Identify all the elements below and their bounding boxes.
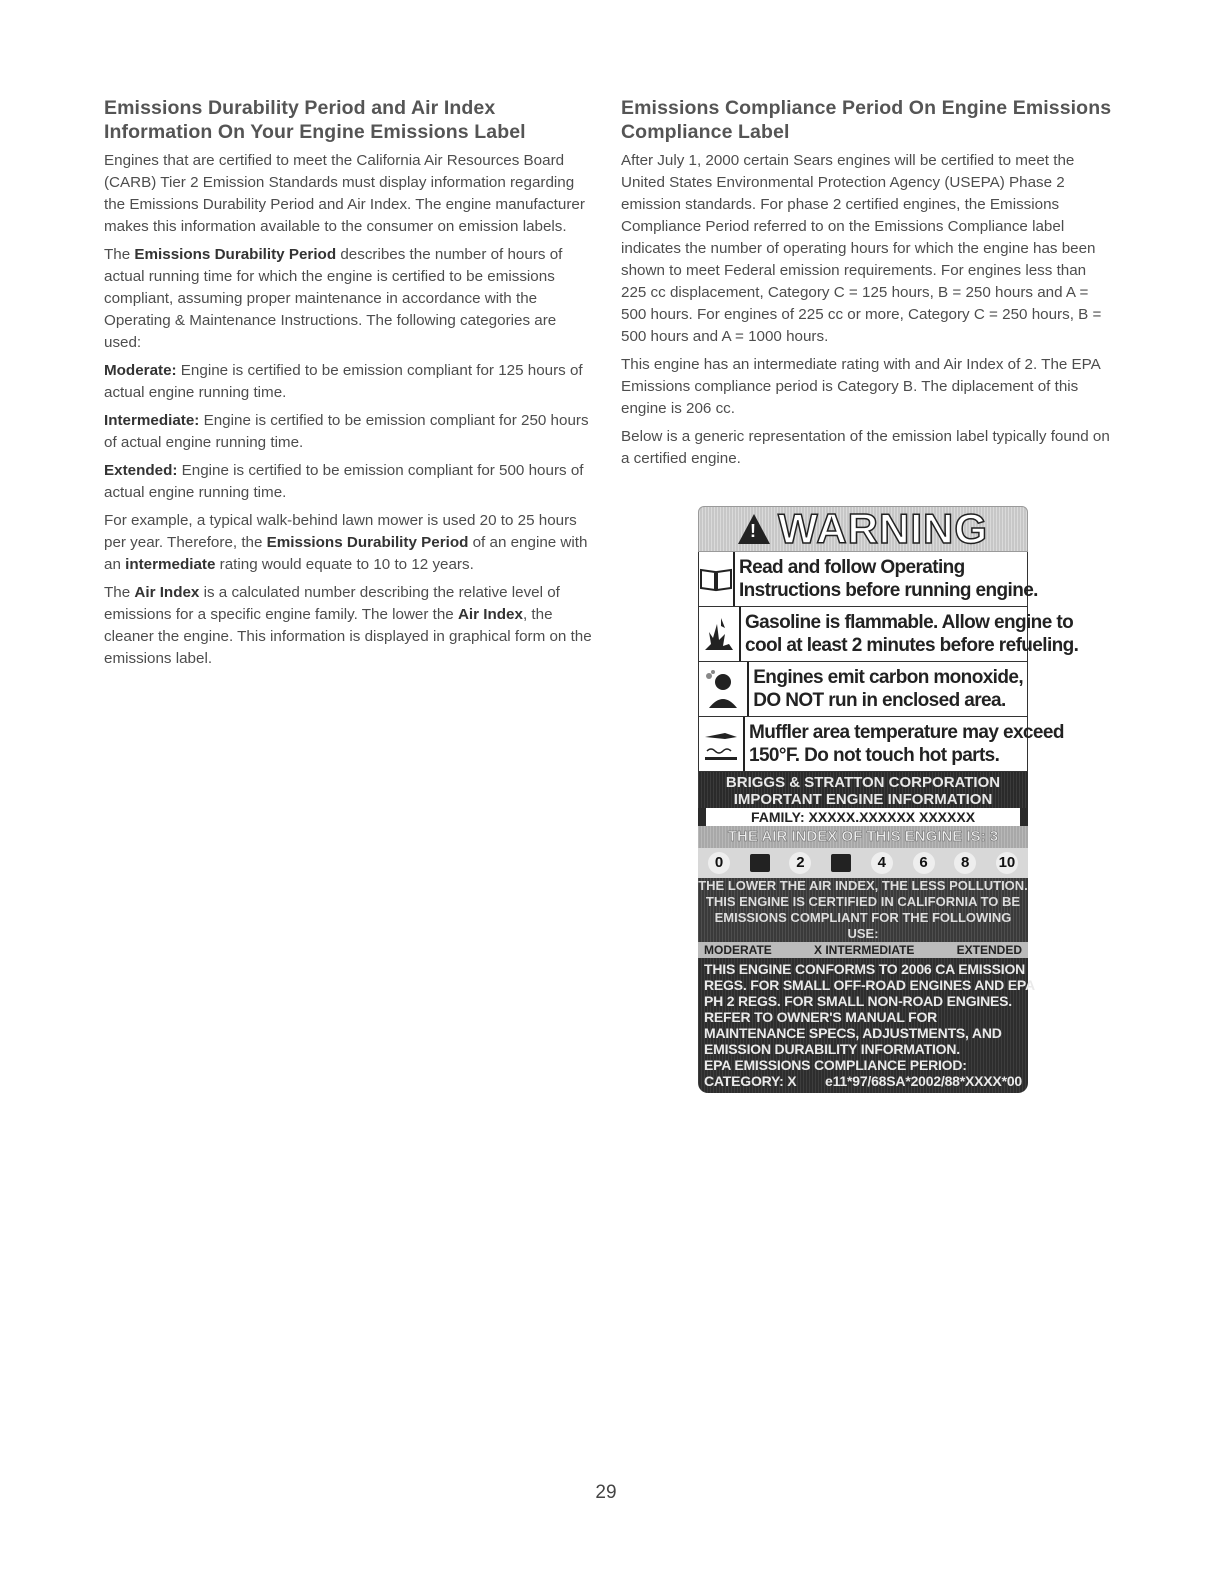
hazard-row-manual — [698, 552, 1038, 607]
extended-term: Extended: — [104, 462, 178, 479]
air-index-paragraph: The Air Index is a calculated number describing the relative level of emissions for a specific engine family. The lower the Air Index, the cleaner the engine. This information is displayed in graphical form on the emissions label. — [104, 584, 592, 667]
label-intro-paragraph: Below is a generic representation of the emission label typically found on a certified engine. — [621, 428, 1110, 467]
emission-label — [698, 505, 1079, 1089]
moderate-term: Moderate: — [104, 362, 177, 379]
warning-word: WARNING — [778, 505, 988, 552]
important-info-heading: IMPORTANT ENGINE INFORMATION — [698, 791, 1028, 808]
durability-period-paragraph: The Emissions Durability Period describes the number of hours of actual running time for which the engine is certified to be emissions compliant, assuming proper maintenance in accordance with the Operating & Maintenance Instructions. The following categories are used: — [104, 246, 563, 351]
intermediate-term: Intermediate: — [104, 412, 200, 429]
scale-tick: 2 — [789, 852, 811, 874]
certified-note: THIS ENGINE IS CERTIFIED IN CALIFORNIA TO BE — [698, 894, 1028, 910]
carb-intro-paragraph: Engines that are certified to meet the California Air Resources Board (CARB) Tier 2 Emission Standards must display information regarding the Emissions Durability Period and Air Index. The engine manufacturer makes this information available to the consumer on emission labels. — [104, 152, 585, 235]
lower-index-note: THE LOWER THE AIR INDEX, THE LESS POLLUTION. — [698, 878, 1028, 893]
warning-banner — [698, 506, 1028, 552]
page-number: 29 — [595, 1482, 617, 1503]
manual-book-icon — [699, 552, 735, 606]
hazard-line: cool at least 2 minutes before refueling. — [745, 635, 1079, 656]
example-paragraph: For example, a typical walk-behind lawn mower is used 20 to 25 hours per year. Therefore, the Emissions Durability Period of an engine with an intermediate rating would equate to 10 to 12 years. — [104, 512, 588, 573]
left-heading: Emissions Durability Period and Air Index Information On Your Engine Emissions Label — [104, 97, 526, 143]
scale-bar-segment — [750, 854, 770, 872]
hazard-line: Gasoline is flammable. Allow engine to — [745, 612, 1074, 633]
conformance-line: EMISSION DURABILITY INFORMATION. — [704, 1041, 960, 1057]
hazard-line: Engines emit carbon monoxide, — [753, 667, 1023, 688]
engine-rating-paragraph: This engine has an intermediate rating with and Air Index of 2. The EPA Emissions compliance period is Category B. The diplacement of this engine is 206 cc. — [621, 356, 1100, 417]
intermediate-paragraph: Intermediate: Engine is certified to be emission compliant for 250 hours of actual engine running time. — [104, 412, 589, 451]
approval-number: e11*97/68SA*2002/88*XXXX*00 — [825, 1073, 1022, 1089]
air-index-heading: THE AIR INDEX OF THIS ENGINE IS: 3 — [698, 826, 1028, 848]
person-exhaust-icon — [699, 662, 749, 716]
scale-tick: 0 — [708, 852, 730, 874]
scale-tick: 8 — [954, 852, 976, 874]
scale-tick: 6 — [913, 852, 935, 874]
hazard-line: Instructions before running engine. — [739, 580, 1038, 601]
conformance-block — [698, 958, 1035, 1093]
right-column — [621, 96, 1113, 476]
hazard-row-fire — [698, 607, 1079, 662]
use-option: X INTERMEDIATE — [813, 943, 915, 957]
conformance-line: REGS. FOR SMALL OFF-ROAD ENGINES AND EPA — [704, 977, 1035, 993]
hazard-row-carbon-monoxide — [698, 662, 1028, 717]
use-option: MODERATE — [704, 943, 772, 957]
scale-tick: 4 — [871, 852, 893, 874]
conformance-line: PH 2 REGS. FOR SMALL NON-ROAD ENGINES. — [704, 993, 1012, 1009]
hazard-row-hot-muffler — [698, 717, 1064, 772]
category-row — [704, 1073, 1022, 1089]
left-column — [104, 96, 596, 676]
engine-family: FAMILY: XXXXX.XXXXXX XXXXXX — [698, 808, 1028, 826]
hazard-line: DO NOT run in enclosed area. — [753, 690, 1006, 711]
durability-period-term: Emissions Durability Period — [134, 246, 337, 263]
hazard-line: Muffler area temperature may exceed — [749, 722, 1064, 743]
right-heading: Emissions Compliance Period On Engine Emissions Compliance Label — [621, 97, 1112, 143]
category-value: CATEGORY: X — [704, 1073, 797, 1089]
usepa-paragraph: After July 1, 2000 certain Sears engines will be certified to meet the United States Environmental Protection Agency (USEPA) Phase 2 emission standards. For phase 2 certified engines, the Emissions Compliance Period referred to on the Emissions Compliance label indicates the number of operating hours for which the engine has been shown to meet Federal emission requirements. For engines less than 225 cc displacement, Category C = 125 hours, B = 250 hours and A = 500 hours. For engines of 225 cc or more, Category C = 250 hours, B = 500 hours and A = 1000 hours. — [621, 152, 1102, 345]
use-option: EXTENDED — [956, 943, 1022, 957]
conformance-line: THIS ENGINE CONFORMS TO 2006 CA EMISSION — [704, 961, 1026, 977]
scale-tick: 10 — [996, 852, 1018, 874]
extended-paragraph: Extended: Engine is certified to be emission compliant for 500 hours of actual engine running time. — [104, 462, 584, 501]
moderate-paragraph: Moderate: Engine is certified to be emission compliant for 125 hours of actual engine running time. — [104, 362, 583, 401]
conformance-line: MAINTENANCE SPECS, ADJUSTMENTS, AND — [704, 1025, 1002, 1041]
air-index-scale — [698, 848, 1028, 878]
scale-bar-segment — [831, 854, 851, 872]
hazard-line: 150°F. Do not touch hot parts. — [749, 745, 1000, 766]
conformance-line: EPA EMISSIONS COMPLIANCE PERIOD: — [704, 1057, 967, 1073]
compliant-note: EMISSIONS COMPLIANT FOR THE FOLLOWING USE: — [698, 910, 1028, 942]
hot-surface-icon — [699, 717, 745, 771]
warning-triangle-icon: ! — [738, 514, 770, 544]
company-name: BRIGGS & STRATTON CORPORATION — [698, 772, 1028, 791]
hazard-line: Read and follow Operating — [739, 557, 965, 578]
use-options-row — [698, 942, 1028, 958]
conformance-line: REFER TO OWNER'S MANUAL FOR — [704, 1009, 938, 1025]
fire-icon — [699, 607, 741, 661]
